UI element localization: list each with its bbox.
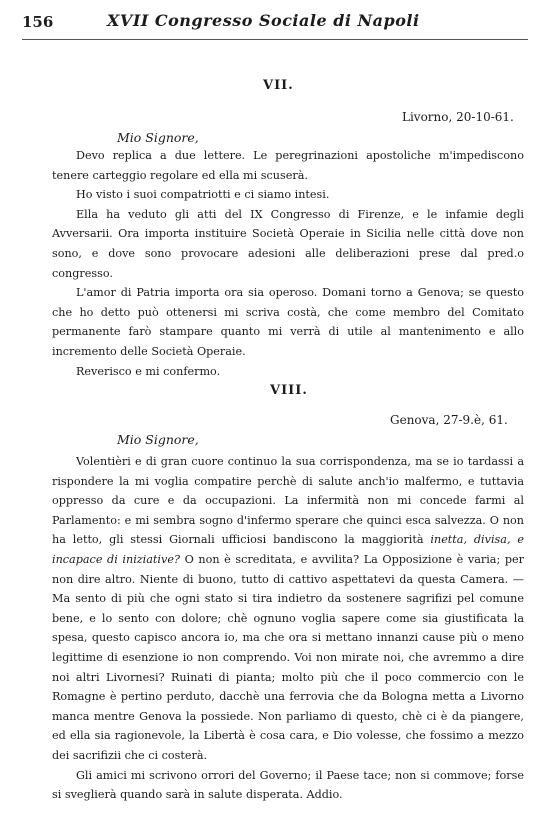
page-number: 156: [22, 13, 54, 31]
running-title: XVII Congresso Sociale di Napoli: [107, 11, 420, 30]
letter-dateline-viii: Genova, 27-9.è, 61.: [390, 413, 508, 427]
letter-body-vii: [52, 146, 524, 381]
paragraph: Ho visto i suoi compatriotti e ci siamo intesi.: [76, 188, 330, 202]
letter-dateline-vii: Livorno, 20-10-61.: [402, 110, 514, 124]
letter-salutation-vii: Mio Signore,: [117, 130, 199, 145]
paragraph: Gli amici mi scrivono orrori del Governo; il Paese tace; non si commove; forse si sveglierà quando sarà in salute disperata. Addio.: [52, 768, 524, 802]
letter-body-viii: [52, 452, 524, 805]
header-rule: [22, 39, 528, 40]
paragraph: Ella ha veduto gli atti del IX Congresso di Firenze, e le infamie degli Avversarii. Ora importa instituire Società Operaie in Sicilia nelle città dove non sono, e dove sono provocare adesioni alle deliberazioni prese dal pred.o congresso.: [52, 207, 524, 280]
paragraph: Reverisco e mi confermo.: [76, 364, 221, 378]
paragraph-text: Volentièri e di gran cuore continuo la sua corrispondenza, ma se io tardassi a rispondere la mi voglia compatire perchè di salute anch'io malfermo, e tuttavia oppresso da cure e da occupazioni. La infermità non mi concede farmi al Parlamento: e mi sembra sogno d'infermo sperare che quinci esca salvezza. O non ha letto, gli stessi Giornali ufficiosi bandiscono la maggiorità: [52, 455, 524, 547]
letter-number-vii: VII.: [263, 78, 294, 93]
letter-number-viii: VIII.: [270, 383, 308, 398]
paragraph: L'amor di Patria importa ora sia operoso. Domani torno a Genova; se questo che ho detto può ottenersi mi scriva costà, che come membro del Comitato permanente farò stampare quanto mi verrà di utile al mantenimento e allo incremento delle Società Operaie.: [52, 286, 524, 358]
running-header: [22, 11, 528, 35]
letter-salutation-viii: Mio Signore,: [117, 432, 199, 447]
paragraph-text: O non è screditata, e avvilita?: [179, 552, 360, 566]
italic-phrase: inetta, divisa, e incapace di iniziative?: [52, 533, 524, 566]
paragraph: Devo replica a due lettere. Le peregrinazioni apostoliche m'impediscono tenere carteggio regolare ed ella mi scuserà.: [52, 149, 524, 182]
paragraph-text: La Opposizione è varia; per non dire altro. Niente di buono, tutto di cattivo aspettatevi da questa Camera. — Ma sento di più che ogni stato si tira indietro da sostenere sagrifizi pel comune bene, e lo sento con dolore; chè ognuno voglia sapere come sia giustificata la spesa, questo capisco ancora io, ma che ora si mettano innanzi cause più o meno legittime di esenzione io non comprendo. Voi non mirate noi, che avremmo a dire noi altri Livornesi? Ruinati di pianta; molto più che il poco commercio con le Romagne è pertino perduto, dacchè una ferrovia che da Bologna metta a Livorno manca mentre Genova la possiede. Non parliamo di questo, chè ci è da piangere, ed ella sia ragionevole, la Libertà è cosa cara, e Dio volesse, che fossimo a mezzo dei sacrifizii che ci costerà.: [52, 552, 524, 762]
paragraph: [52, 452, 524, 766]
